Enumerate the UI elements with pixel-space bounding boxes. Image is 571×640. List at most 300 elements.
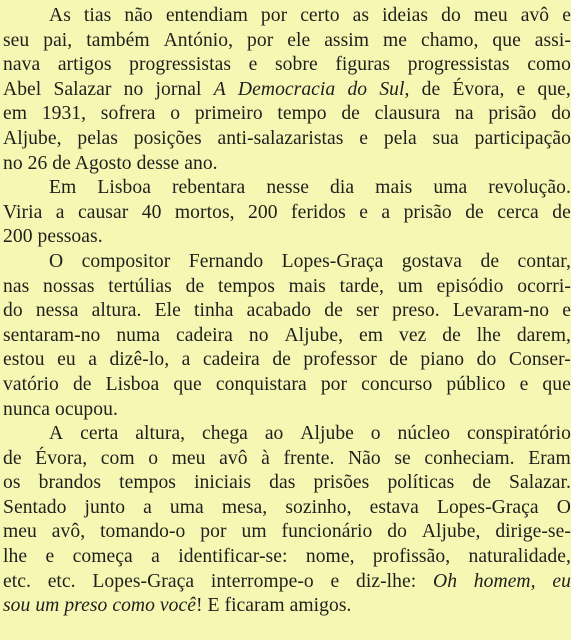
word (3, 348, 45, 373)
word (474, 4, 508, 29)
word-part: não (124, 5, 153, 26)
body-text (0, 4, 571, 619)
word-part: meu (3, 521, 37, 543)
word (52, 520, 85, 545)
word (359, 201, 368, 226)
word (200, 520, 226, 545)
word (356, 299, 379, 324)
word-part: de (472, 472, 491, 494)
word-part: nas (3, 275, 30, 297)
word-part: vatório (3, 373, 59, 395)
word-part: certo (300, 5, 340, 26)
word (3, 471, 21, 496)
word-part: darem, (516, 324, 571, 346)
text-line (0, 275, 571, 300)
word (495, 520, 571, 545)
word (247, 29, 273, 54)
text-line (0, 398, 571, 423)
word (272, 348, 291, 373)
word (472, 471, 491, 496)
word-part: lhe (476, 324, 501, 346)
word (101, 102, 156, 127)
word-part: Salazar. (509, 472, 571, 494)
paragraph-2 (0, 176, 571, 250)
word (375, 102, 441, 127)
word (359, 324, 383, 349)
word (389, 348, 408, 373)
word-part: progressistas (407, 54, 510, 76)
word-part: sentaram-no (3, 324, 101, 346)
word (178, 545, 287, 570)
word-part: ideias (382, 5, 429, 26)
word-part: de (341, 103, 360, 125)
word-part: tempos (119, 472, 176, 494)
word (92, 299, 142, 324)
text-line (0, 4, 571, 29)
word (39, 471, 101, 496)
word-part: O (49, 250, 64, 272)
word-part: entendiam (165, 5, 248, 26)
word-part: tomando-o (100, 521, 186, 543)
word-part: e (516, 78, 526, 100)
word-part: jornal (155, 78, 202, 100)
word-part: nava (3, 54, 41, 76)
text-line (0, 570, 571, 595)
word-part: por (247, 29, 274, 51)
word-part: , (404, 78, 410, 100)
word-part: 40 (141, 201, 162, 223)
word (277, 102, 326, 127)
text-line (0, 496, 571, 521)
word (170, 496, 204, 521)
word-part: no (123, 78, 144, 100)
word (3, 570, 31, 595)
word-part: Salazar (53, 78, 112, 100)
word-part: de (465, 201, 484, 223)
word (433, 570, 457, 595)
word-part: prisões (313, 472, 370, 494)
word-part: nessa (35, 300, 79, 322)
word-part: 1931, (41, 103, 87, 125)
word (562, 4, 571, 29)
word-part: o (148, 447, 159, 469)
word-part: do (387, 521, 407, 543)
word-part: em (359, 324, 384, 346)
word-part: Aljube, (421, 521, 481, 543)
word (3, 78, 41, 103)
text-line (0, 324, 571, 349)
word-part: público (446, 373, 506, 395)
word-part: sofrera (100, 103, 156, 125)
word (379, 78, 409, 103)
italic-word: Oh (433, 570, 458, 592)
word (370, 496, 419, 521)
word (124, 78, 144, 103)
word (477, 348, 497, 373)
word-part: Lopes-Graça (436, 496, 539, 518)
word-part: professor (303, 349, 377, 371)
word-part: mais (288, 275, 326, 297)
word-part: Levaram-no (452, 300, 550, 322)
word (3, 447, 22, 472)
word-part: dizê-lo, (109, 349, 170, 371)
word-part: tarde, (339, 275, 384, 297)
word (497, 201, 539, 226)
word-part: causar (77, 201, 129, 223)
word (356, 570, 416, 595)
word (36, 299, 79, 324)
word-part: António, (163, 29, 234, 51)
word-part: no (248, 324, 269, 346)
word (77, 127, 118, 152)
word-part: sozinho, (285, 496, 352, 518)
word (527, 53, 571, 78)
word (249, 324, 269, 349)
word (3, 299, 23, 324)
word (282, 250, 384, 275)
word-part: 200 (248, 201, 278, 223)
word-part: sobre (275, 54, 318, 76)
word (48, 570, 76, 595)
word-part: começa (72, 546, 133, 568)
word (300, 422, 354, 447)
word-part: do (476, 349, 497, 371)
word (520, 373, 529, 398)
word (73, 373, 92, 398)
word (3, 496, 66, 521)
word-part: progressistas (129, 54, 231, 76)
word-part: ao (264, 423, 284, 445)
word (82, 250, 171, 275)
word-part: cadeira (176, 324, 233, 346)
word-part: que (542, 373, 571, 395)
word (353, 4, 369, 29)
text-line (0, 201, 571, 226)
word-part: piano (420, 349, 465, 371)
word (384, 127, 417, 152)
word (248, 201, 278, 226)
word-part: a (143, 496, 152, 518)
word-part: mais (375, 177, 413, 199)
word-part: sua (432, 127, 459, 149)
word (84, 4, 111, 29)
word-part: nossas (43, 275, 95, 297)
word-part: tempos (217, 275, 275, 297)
word-part: de (442, 324, 461, 346)
word (359, 127, 368, 152)
word-part: figuras (335, 54, 391, 76)
word-part: tinha (194, 300, 234, 322)
italic-word: Sul (379, 78, 405, 100)
word-part: Em (49, 177, 77, 199)
word (467, 422, 571, 447)
word (321, 373, 347, 398)
word (49, 422, 63, 447)
word-part: As (49, 5, 71, 26)
word (100, 520, 185, 545)
word (3, 275, 29, 300)
word-part: frente. (283, 447, 335, 469)
word (535, 29, 571, 54)
word (189, 250, 263, 275)
word-part: uma (433, 177, 468, 199)
word (238, 78, 335, 103)
word (116, 324, 160, 349)
word (562, 299, 571, 324)
word (517, 324, 571, 349)
word-part: artigos (57, 54, 112, 76)
word-part: assim (324, 29, 370, 51)
word (214, 78, 226, 103)
word (420, 348, 464, 373)
word-part: meu (171, 447, 206, 469)
word-part: que (492, 29, 521, 51)
word (109, 348, 169, 373)
word-part: primeiro (194, 103, 263, 125)
word (156, 78, 202, 103)
word-part: etc. (3, 570, 31, 592)
word-part: Não (347, 447, 381, 469)
word-part: pelas (77, 127, 118, 149)
word-part: Lisboa (105, 373, 160, 395)
word-part: interrompe-o (210, 570, 314, 592)
word (3, 520, 37, 545)
word-part: Aljube, (284, 324, 344, 346)
word (3, 102, 27, 127)
word-part: certa (80, 423, 119, 445)
word (437, 275, 504, 300)
word-part: uma (169, 496, 204, 518)
word-part: etc. (47, 570, 76, 592)
word (3, 324, 100, 349)
word-part: eu (57, 349, 76, 371)
word (371, 422, 381, 447)
word (176, 324, 233, 349)
word-part: de (552, 201, 571, 223)
word-part: em (3, 103, 28, 125)
word-part: cerca (497, 201, 539, 223)
word-part: do (551, 103, 571, 125)
word (182, 348, 191, 373)
word-part: de (324, 300, 343, 322)
word (134, 127, 202, 152)
word-part: avô (520, 5, 550, 26)
word (164, 29, 234, 54)
word (398, 275, 423, 300)
word-part: a (88, 349, 97, 371)
word-part: estava (369, 496, 419, 518)
word (340, 275, 384, 300)
text-span: 200 pessoas. (3, 226, 103, 248)
word-part: por (260, 5, 288, 26)
word (488, 176, 571, 201)
word-part: Viria (3, 201, 43, 223)
word (80, 422, 118, 447)
word-part: tempo (277, 103, 327, 125)
word-part: se (394, 447, 411, 469)
word-part: estou (3, 349, 45, 371)
word (383, 29, 407, 54)
word (453, 299, 549, 324)
word-part: pela (383, 127, 417, 149)
word-part: à (261, 447, 270, 469)
word-part: chega (202, 423, 248, 445)
word-part: identificar-se: (178, 546, 288, 568)
word (3, 127, 62, 152)
word-part: e (359, 201, 368, 223)
word (373, 545, 450, 570)
text-line (0, 299, 571, 324)
word-part: núcleo (397, 423, 451, 445)
word (335, 53, 390, 78)
word-part: Évora, (35, 447, 88, 469)
word (203, 348, 260, 373)
word (285, 496, 351, 521)
word (387, 471, 454, 496)
word-part: Ele (154, 300, 181, 322)
word (348, 447, 381, 472)
word (49, 250, 63, 275)
word-part: tertúlias (108, 275, 172, 297)
word-part: conquistara (215, 373, 307, 395)
word-part: chamo, (421, 29, 479, 51)
word-part: o (370, 423, 381, 445)
word (108, 275, 172, 300)
word (422, 78, 441, 103)
word (517, 275, 571, 300)
word-part: de (3, 447, 22, 469)
word (542, 373, 570, 398)
word-part: pai, (43, 29, 73, 51)
word-part: Conser- (508, 349, 571, 371)
word (35, 447, 87, 472)
word (175, 201, 235, 226)
word (58, 53, 112, 78)
word-part: junto (84, 496, 126, 518)
word (398, 422, 451, 447)
word (381, 201, 390, 226)
word-part: de (389, 349, 408, 371)
word (218, 275, 275, 300)
word-part: e (562, 5, 571, 26)
word-part: lhe (3, 546, 28, 568)
word (222, 496, 267, 521)
word-part: dia (330, 177, 355, 199)
word-part: que (173, 373, 202, 395)
word-part: Lisboa (97, 177, 151, 199)
word-part: de (421, 78, 441, 100)
text-line (0, 250, 571, 275)
word (394, 447, 410, 472)
word (43, 275, 94, 300)
word-part: de (185, 275, 205, 297)
word (85, 496, 126, 521)
word-part: prisão (403, 201, 452, 223)
word (195, 102, 263, 127)
word-part: ele (287, 29, 311, 51)
word (331, 570, 340, 595)
word-part: episódio (436, 275, 504, 297)
word-part: brandos (38, 472, 101, 494)
text-line (0, 594, 571, 619)
word-part: prisão (488, 103, 537, 125)
word (119, 471, 176, 496)
word-part: seu (3, 29, 30, 51)
word (49, 176, 76, 201)
word (261, 447, 270, 472)
word (86, 29, 149, 54)
word (283, 447, 334, 472)
text-line (0, 78, 571, 103)
word-part: Lopes-Graça (92, 570, 195, 592)
word (3, 373, 59, 398)
word (275, 53, 318, 78)
word-part: altura, (135, 423, 186, 445)
word-part: conheciam. (424, 447, 515, 469)
word (441, 4, 461, 29)
word (387, 520, 407, 545)
text-line (0, 29, 571, 54)
word (424, 447, 514, 472)
word (392, 299, 440, 324)
word (172, 176, 245, 201)
word (347, 78, 367, 103)
word-part: preso. (392, 300, 440, 322)
word-part: a (381, 201, 391, 223)
italic-word: homem, (473, 570, 536, 592)
word-part: e (359, 127, 369, 149)
word-part: concurso (361, 373, 433, 395)
word-part: a (55, 201, 65, 223)
text-line (0, 520, 571, 545)
word (537, 78, 570, 103)
word-part: A (49, 423, 64, 445)
word-part: a (181, 349, 191, 371)
text-line (0, 53, 571, 78)
word-part: um (397, 275, 423, 297)
word (3, 201, 42, 226)
word (53, 78, 111, 103)
word-part: assi- (534, 29, 571, 51)
word-part: cadeira (202, 349, 260, 371)
word (433, 127, 459, 152)
word (433, 176, 467, 201)
word (219, 447, 247, 472)
word-part: anti-salazaristas (217, 127, 344, 149)
text-line (0, 348, 571, 373)
word (194, 299, 233, 324)
word-part: de (480, 250, 500, 272)
text-line (0, 545, 571, 570)
word (135, 422, 185, 447)
word-part: funcionário (281, 521, 373, 543)
word (341, 102, 360, 127)
text-span: ! E ficaram amigos. (196, 595, 352, 617)
word (261, 4, 287, 29)
word (509, 348, 571, 373)
word (399, 324, 426, 349)
word-part: e (519, 373, 529, 395)
word (375, 176, 412, 201)
word-part: diz-lhe: (356, 570, 417, 592)
word (474, 570, 536, 595)
word (155, 299, 181, 324)
word (269, 471, 295, 496)
word-part: do (3, 300, 23, 322)
word (143, 496, 152, 521)
word (300, 4, 339, 29)
word-part: políticas (387, 472, 455, 494)
